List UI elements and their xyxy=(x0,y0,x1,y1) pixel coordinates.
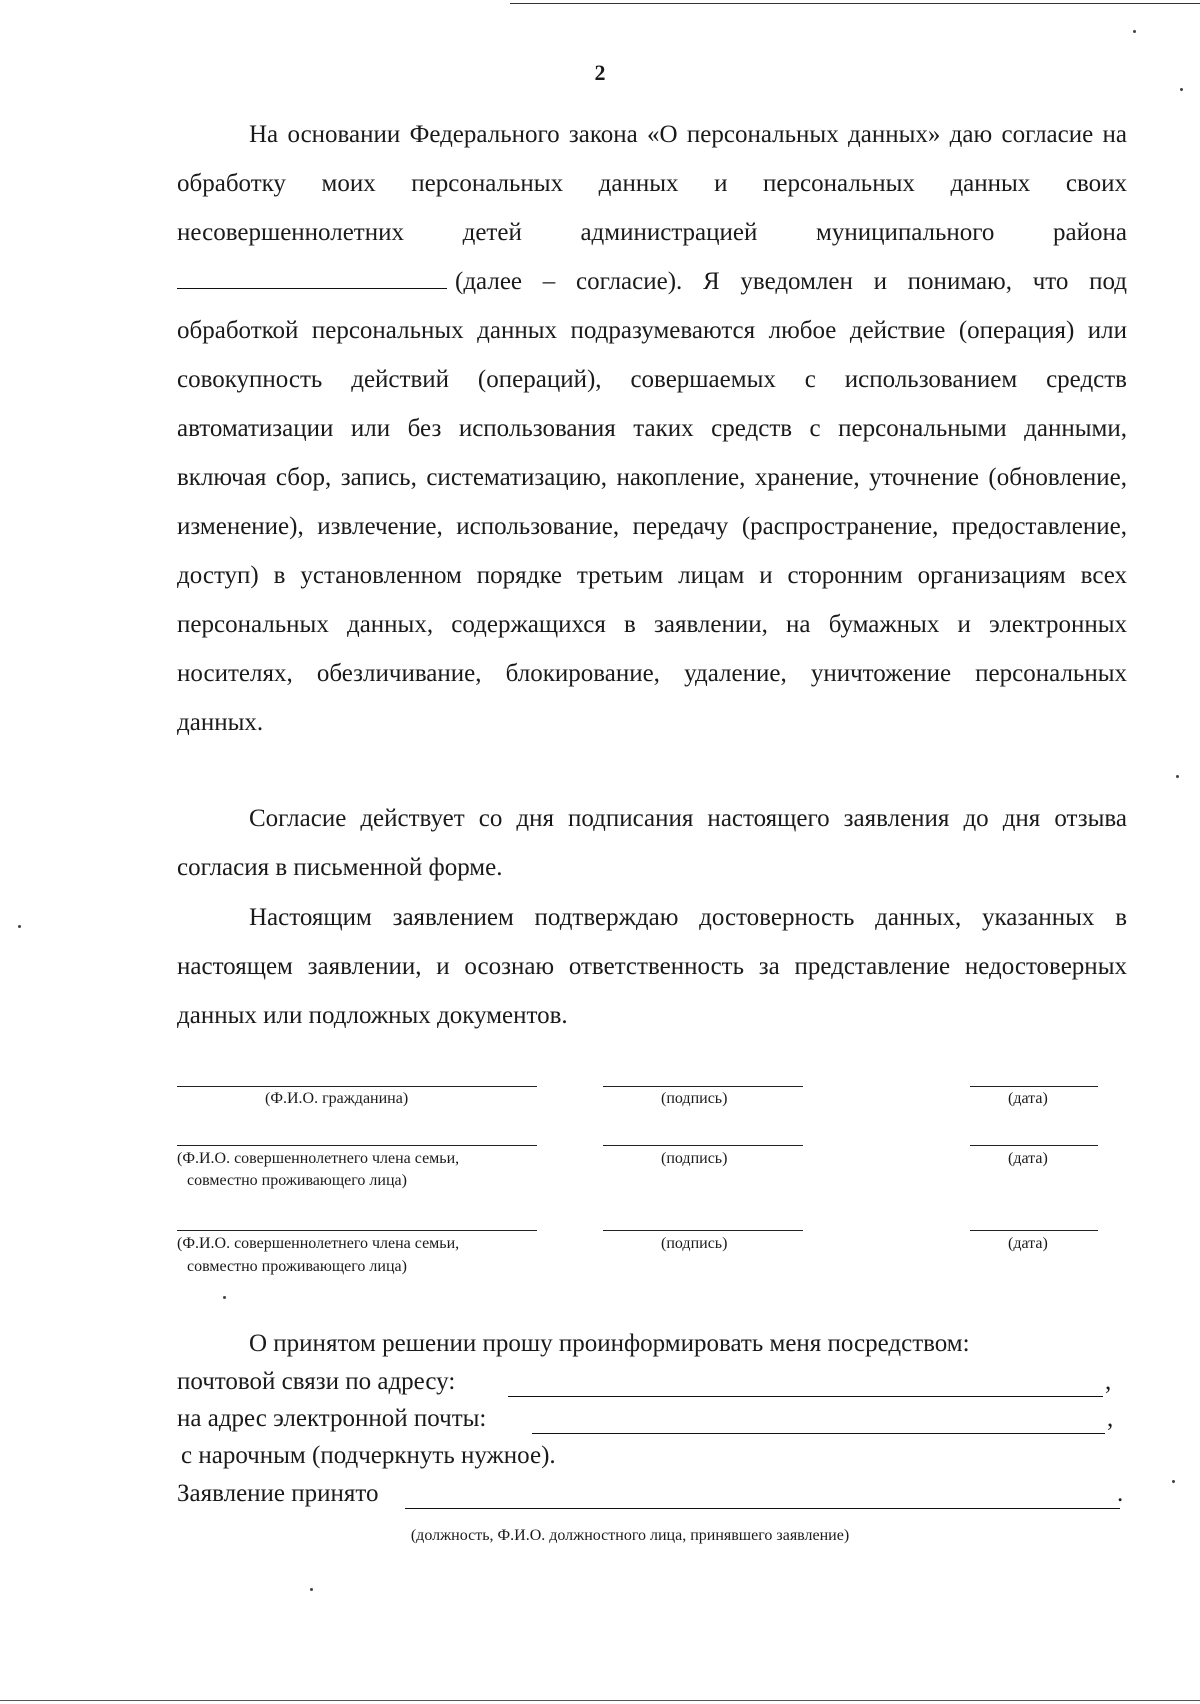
postal-address-field[interactable] xyxy=(508,1396,1103,1397)
district-blank-field[interactable] xyxy=(177,287,447,289)
signature-field-line[interactable] xyxy=(603,1086,803,1087)
name-caption-line1: (Ф.И.О. совершеннолетнего члена семьи, xyxy=(177,1235,460,1252)
date-caption: (дата) xyxy=(1008,1235,1048,1252)
signature-caption: (подпись) xyxy=(661,1235,728,1252)
name-field-line[interactable] xyxy=(177,1145,537,1146)
name-field-line[interactable] xyxy=(177,1086,537,1087)
scan-speck xyxy=(1180,88,1183,91)
scan-speck xyxy=(18,925,21,928)
signature-caption: (подпись) xyxy=(661,1090,728,1107)
consent-text-start: На основании Федерального закона «О персональных данных» даю согласие на обработку моих персональных данных и персональных данных своих несовершеннолетних детей администрацией муниципального района xyxy=(177,121,1127,246)
signature-field-line[interactable] xyxy=(603,1230,803,1231)
scan-edge-top xyxy=(510,3,1200,4)
page-number: 2 xyxy=(594,60,606,85)
confirmation-paragraph: Настоящим заявлением подтверждаю достоверность данных, указанных в настоящем заявлении, и осознаю ответственность за представление недостоверных данных или подложных документов. xyxy=(177,904,1127,1029)
name-caption-line1: (Ф.И.О. совершеннолетнего члена семьи, xyxy=(177,1150,460,1167)
email-comma: , xyxy=(1107,1405,1114,1432)
name-caption: (Ф.И.О. гражданина) xyxy=(265,1090,409,1107)
notification-intro: О принятом решении прошу проинформировать меня посредством: xyxy=(249,1330,970,1357)
scan-speck xyxy=(310,1588,313,1591)
date-field-line[interactable] xyxy=(970,1230,1098,1231)
date-field-line[interactable] xyxy=(970,1145,1098,1146)
name-caption-line2: совместно проживающего лица) xyxy=(187,1258,407,1275)
signature-field-line[interactable] xyxy=(603,1145,803,1146)
validity-paragraph: Согласие действует со дня подписания настоящего заявления до дня отзыва согласия в письменной форме. xyxy=(177,805,1127,881)
postal-label: почтовой связи по адресу: xyxy=(177,1368,456,1395)
accepted-by-caption: (должность, Ф.И.О. должностного лица, принявшего заявление) xyxy=(410,1527,850,1544)
scan-speck xyxy=(1172,1480,1175,1483)
date-caption: (дата) xyxy=(1008,1090,1048,1107)
date-caption: (дата) xyxy=(1008,1150,1048,1167)
name-caption-line2: совместно проживающего лица) xyxy=(187,1172,407,1189)
consent-text-rest: (далее – согласие). Я уведомлен и понимаю, что под обработкой персональных данных подразумеваются любое действие (операция) или совокупность действий (операций), совершаемых с использованием средств автоматизации или без использования таких средств с персональными данными, включая сбор, запись, систематизацию, накопление, хранение, уточнение (обновление, изменение), извлечение, использование, передачу (распространение, предоставление, доступ) в установленном порядке третьим лицам и сторонним организациям всех персональных данных, содержащихся в заявлении, на бумажных и электронных носителях, обезличивание, блокирование, удаление, уничтожение персональных данных. xyxy=(177,268,1127,736)
postal-comma: , xyxy=(1105,1368,1112,1395)
scan-speck xyxy=(223,1296,226,1299)
scan-edge-bottom xyxy=(0,1700,1200,1701)
scan-speck xyxy=(1176,775,1179,778)
email-field[interactable] xyxy=(532,1433,1105,1434)
accepted-label: Заявление принято xyxy=(177,1480,379,1507)
date-field-line[interactable] xyxy=(970,1086,1098,1087)
email-label: на адрес электронной почты: xyxy=(177,1405,487,1432)
consent-paragraph xyxy=(177,110,1127,747)
scan-speck xyxy=(1133,30,1136,33)
name-field-line[interactable] xyxy=(177,1230,537,1231)
in-person-option[interactable]: с нарочным (подчеркнуть нужное). xyxy=(181,1442,556,1469)
signature-caption: (подпись) xyxy=(661,1150,728,1167)
accepted-period: . xyxy=(1117,1480,1124,1507)
accepted-by-field[interactable] xyxy=(405,1508,1120,1509)
